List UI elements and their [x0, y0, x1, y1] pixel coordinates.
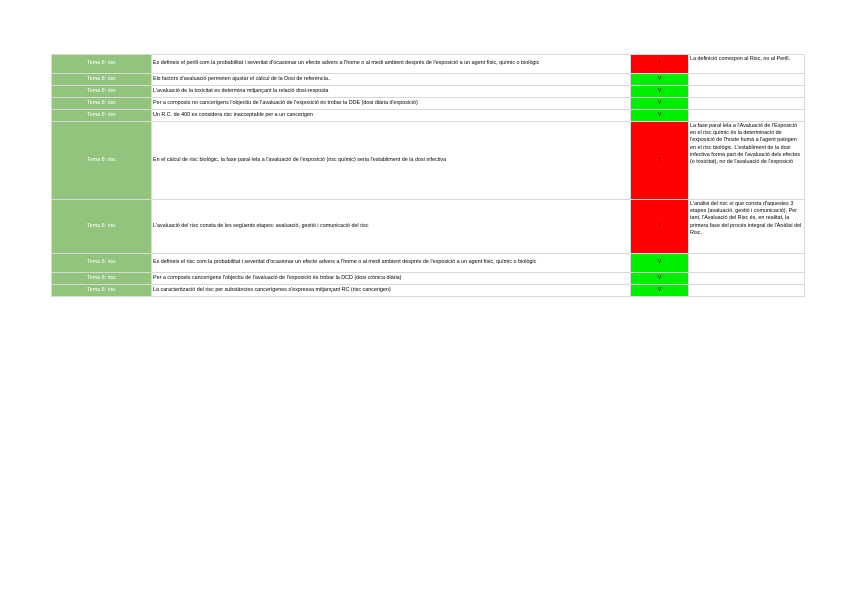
answer-cell[interactable]: f: [631, 200, 689, 254]
question-cell[interactable]: Per a composts no cancerígens l'objectiu de l'avaluació de l'exposició és trobar la DDE (dosi diària d'exposició): [152, 98, 631, 110]
spreadsheet-body: [52, 55, 805, 297]
topic-cell[interactable]: Tema 8: risc: [52, 122, 152, 200]
note-cell[interactable]: [689, 273, 805, 285]
question-cell[interactable]: Es defineix el risc com la probabilitat i severitat d'ocasionar un efecte advers a l'home o al medi ambient després de l'exposició a un agent físic, químic o biològic: [152, 254, 631, 273]
table-row: [52, 200, 805, 254]
question-cell[interactable]: Un R.C. de 400 es considera risc inacceptable per a un cancerigen: [152, 110, 631, 122]
topic-cell[interactable]: Tema 8: risc: [52, 86, 152, 98]
answer-cell[interactable]: V: [631, 273, 689, 285]
answer-cell[interactable]: f: [631, 55, 689, 74]
topic-cell[interactable]: Tema 8: risc: [52, 55, 152, 74]
topic-cell[interactable]: Tema 8: risc: [52, 74, 152, 86]
table-row: [52, 273, 805, 285]
question-cell[interactable]: L'avaluació del risc consta de les següents etapes: avaluació, gestió i comunicació del risc: [152, 200, 631, 254]
answer-cell[interactable]: V: [631, 254, 689, 273]
table-row: [52, 122, 805, 200]
answer-cell[interactable]: V: [631, 285, 689, 297]
note-cell[interactable]: [689, 74, 805, 86]
note-cell[interactable]: [689, 285, 805, 297]
note-cell[interactable]: [689, 254, 805, 273]
topic-cell[interactable]: Tema 8: risc: [52, 285, 152, 297]
table-row: [52, 110, 805, 122]
question-cell[interactable]: Per a composts cancerígens l'objectiu de l'avaluació de l'exposició és trobar la DCD (dosi crònica diària): [152, 273, 631, 285]
table-row: [52, 74, 805, 86]
note-cell[interactable]: L'anàlisi del risc sí que consta d'aquestes 3 etapes (avaluació, gestió i comunicació). Per tant, l'Avaluació del Risc és, en realitat, la primera fase del procés integral de l'Anàlisi del Risc.: [689, 200, 805, 254]
answer-cell[interactable]: V: [631, 74, 689, 86]
question-cell[interactable]: Els factors d'avaluació permeten ajustar el càlcul de la Dosi de referència..: [152, 74, 631, 86]
question-cell[interactable]: Es defineix el perill com la probabilitat i severitat d'ocasionar un efecte advers a l'home o al medi ambient després de l'exposició a un agent físic, químic o biològic: [152, 55, 631, 74]
topic-cell[interactable]: Tema 8: risc: [52, 200, 152, 254]
question-cell[interactable]: En el càlcul de risc biològic, la fase paral·lela a l'avaluació de l'exposició (risc químic) seria l'establiment de la dosi infectiva: [152, 122, 631, 200]
note-cell[interactable]: La fase paral·lela a l'Avaluació de l'Exposició en el risc químic és la determinació de l'exposició de l'hoste humà a l'agent patogen en el risc biològic. L'establiment de la dosi infectiva forma part de l'avaluació dels efectes (o toxicitat), no de l'avaluació de l'exposició: [689, 122, 805, 200]
note-cell[interactable]: [689, 110, 805, 122]
note-cell[interactable]: [689, 86, 805, 98]
note-cell[interactable]: [689, 98, 805, 110]
table-row: [52, 55, 805, 74]
answer-cell[interactable]: V: [631, 86, 689, 98]
table-row: [52, 86, 805, 98]
topic-cell[interactable]: Tema 8: risc: [52, 98, 152, 110]
table-row: [52, 254, 805, 273]
question-cell[interactable]: La caracterització del risc per substàncies cancerígenes s'expressa mitjançant RC (risc cancerigen): [152, 285, 631, 297]
answer-cell[interactable]: f: [631, 122, 689, 200]
spreadsheet-table: [51, 54, 805, 297]
table-row: [52, 98, 805, 110]
answer-cell[interactable]: V: [631, 98, 689, 110]
note-cell[interactable]: La definició correspon al Risc, no al Perill.: [689, 55, 805, 74]
table-row: [52, 285, 805, 297]
topic-cell[interactable]: Tema 8: risc: [52, 273, 152, 285]
answer-cell[interactable]: V: [631, 110, 689, 122]
topic-cell[interactable]: Tema 8: risc: [52, 110, 152, 122]
question-cell[interactable]: L'avaluació de la toxicitat es determina mitjançant la relació dosi-resposta: [152, 86, 631, 98]
topic-cell[interactable]: Tema 8: risc: [52, 254, 152, 273]
